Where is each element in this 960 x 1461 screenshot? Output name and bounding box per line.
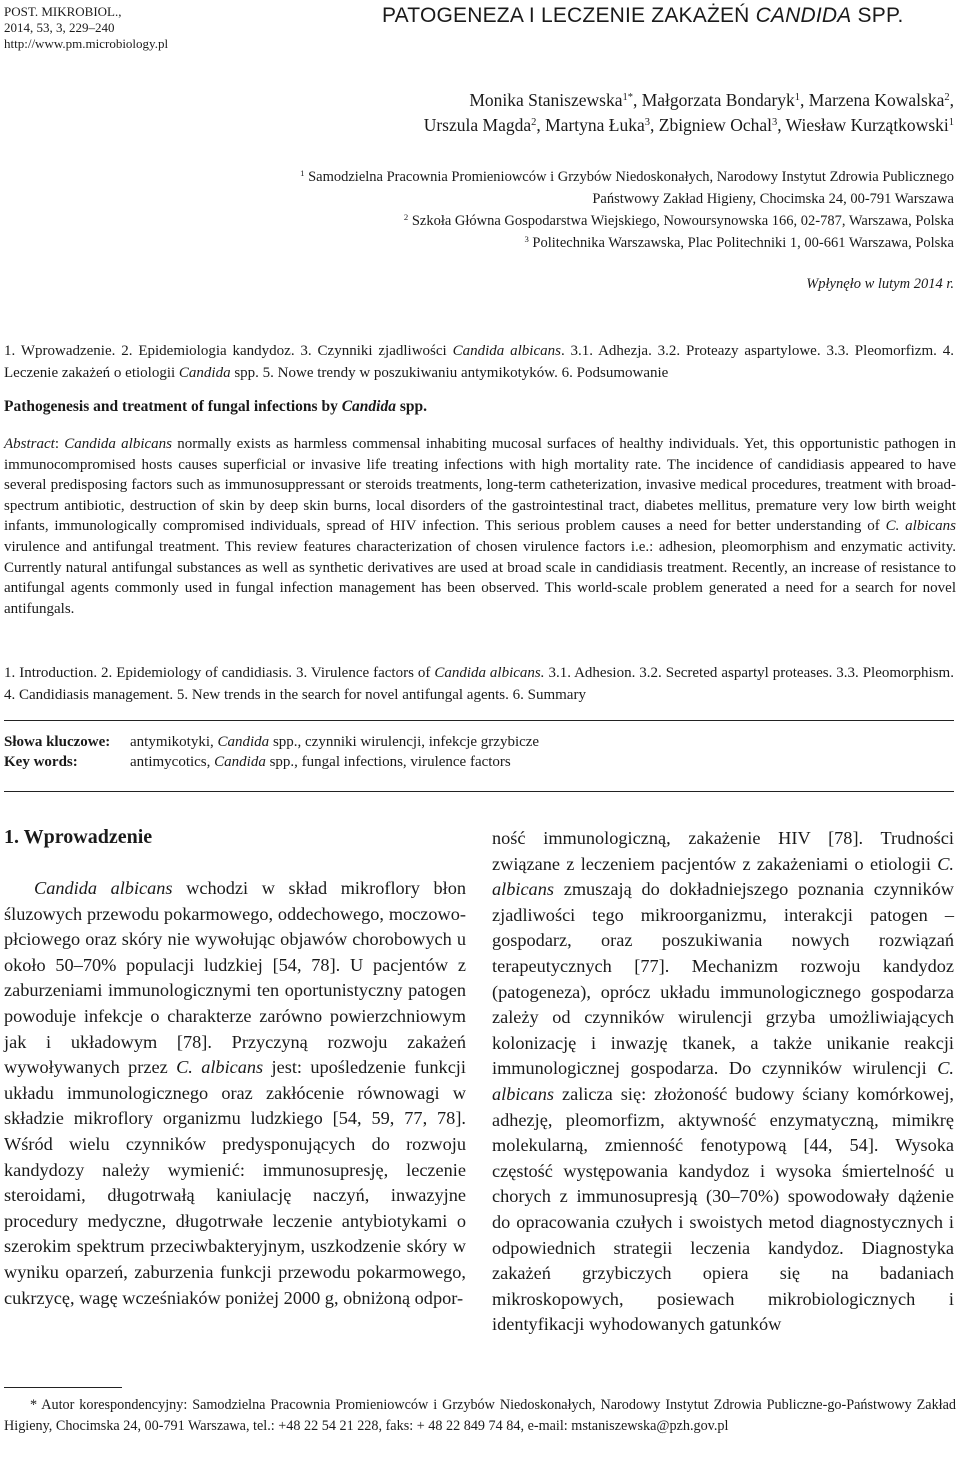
- author-line-1: [200, 88, 954, 113]
- title-main: PATOGENEZA I LECZENIE ZAKAŻEŃ: [382, 4, 756, 27]
- body-text: wchodzi w skład mikroflory błon śluzowych przewodu pokarmowego, oddechowego, moczowo-płciowego oraz skóry nie wywołując objawów chorobowych u około 50–70% populacji ludzkiej [54, 78]. U pacjentów z zaburzeniami immunologicznymi ten oportunistyczny patogen powoduje infekcje o charakterze zarówno powierzchniowym jak i układowym [78]. Przyczyną rozwoju zakażeń wywoływanych przez: [4, 878, 467, 1078]
- title-tail: SPP.: [851, 4, 904, 27]
- affiliation-1b: Państwowy Zakład Higieny, Chocimska 24, 00-791 Warszawa: [592, 191, 954, 207]
- author-sup: 3: [644, 117, 650, 129]
- contents-italic: Candida albicans.: [434, 665, 545, 681]
- affil-sup: 1: [300, 168, 305, 179]
- abstract-text: virulence and antifungal treatment. This review features characterization of chosen virulence factors i.e.: adhesion, pleomorphism and enzymatic activity. Currently natural antifungal substances as well as synthetic derivatives are used at broad scale in candidiasis treatment. Recently, an increase of resistance to antifungal agents commonly used in fungal infection management has been observed. This world-scale problem generated a need for a search for novel antifungals.: [4, 538, 956, 617]
- keywords-value: [130, 752, 511, 772]
- journal-info: [4, 4, 168, 52]
- kw-text: antimycotics,: [130, 754, 215, 770]
- keywords: [4, 732, 539, 772]
- en-title-tail: spp.: [395, 398, 427, 415]
- author-name: , Małgorzata Bondaryk: [632, 90, 795, 110]
- author-name: , Marzena Kowalska: [800, 90, 945, 110]
- title-italic: CANDIDA: [755, 4, 852, 27]
- author-sup: 2: [944, 92, 950, 104]
- divider: [4, 791, 954, 792]
- kw-text: spp., fungal infections, virulence factors: [265, 754, 511, 770]
- abstract-text: normally exists as harmless commensal inhabiting mucosal surfaces of healthy individuals. Yet, this opportunistic pathogen in immunocompromised hosts causes superficial or invasive life treating infections with high mortality rate. The incidence of candidiasis appeared to have several predisposing factors such as immunosuppressant or steroids treatments, long-term catheterization, invasive medical procedures, treatment with broad-spectrum antibiotic, destruction of skin by deep skin burns, local disorders of the gastrointestinal tract, diabetes mellitus, premature very low birth weight infants, immunologically compromised individuals, spread of HIV infection. This serious problem causes a need for better understanding of: [4, 436, 956, 535]
- contents-text: . 3.1. Adhezja. 3.2. Proteazy aspartylowe. 3.3. Pleomorfizm. 4. Leczenie zakażeń o etiologii: [4, 343, 954, 381]
- body-text: ność immunologiczną, zakażenie HIV [78]. Trudności związane z leczeniem pacjentów z zakażeniami o etiologii: [492, 828, 954, 874]
- keywords-label: Słowa kluczowe:: [4, 734, 111, 750]
- body-italic: Candida albicans: [34, 878, 173, 898]
- author-line-2: [200, 113, 954, 138]
- body-column-right: [492, 826, 954, 1338]
- body-column-left: [4, 876, 466, 1311]
- author-sup: 3: [771, 117, 778, 129]
- kw-italic: Candida: [214, 754, 266, 770]
- affiliation-2: [160, 210, 954, 232]
- keywords-value: [130, 732, 539, 752]
- contents-text: 3.1. Adhesion. 3.2. Secreted aspartyl proteases. 3.3. Pleomorphism. 4. Candidiasis management. 5. New trends in the search for novel antifungal agents. 6. Summary: [4, 665, 954, 703]
- affiliation-3: [160, 232, 954, 254]
- abstract-colon: :: [54, 436, 65, 452]
- author-name: , Wiesław Kurzątkowski: [777, 115, 949, 135]
- english-title: [4, 398, 427, 416]
- kw-italic: Candida: [217, 734, 270, 750]
- keywords-pl: [4, 732, 539, 752]
- abstract-italic: C. albicans: [885, 518, 956, 535]
- footnote: [4, 1395, 956, 1436]
- author-sup: 2: [531, 117, 537, 129]
- abstract-italic: Candida albicans: [64, 436, 172, 452]
- footnote-text: Autor korespondencyjny: Samodzielna Pracownia Promieniowców i Grzybów Niedoskonałych, Narodowy Instytut Zdrowia Publiczne-go-Państwowy Zakład Higieny, Chocimska 24, 00-791 Warszawa, tel.: +48 22 54 21 228, faks: + 48 22 849 74 84, e-mail: mstaniszewska@pzh.gov.pl: [4, 1397, 956, 1434]
- divider: [4, 720, 954, 721]
- keywords-en: [4, 752, 539, 772]
- author-sep: ,: [949, 90, 954, 110]
- author-list: [200, 88, 954, 138]
- body-italic: C. albicans: [492, 853, 954, 900]
- contents-text: 1. Wprowadzenie. 2. Epidemiologia kandydoz. 3. Czynniki zjadliwości: [4, 343, 453, 359]
- received-date: Wpłynęło w lutym 2014 r.: [806, 276, 954, 292]
- author-sup: 1: [948, 117, 954, 129]
- footnote-marker: *: [30, 1397, 38, 1413]
- abstract: [4, 434, 956, 619]
- affil-text: Szkoła Główna Gospodarstwa Wiejskiego, Nowoursynowska 166, 02-787, Warszawa, Polska: [408, 213, 954, 229]
- contents-text: 1. Introduction. 2. Epidemiology of candidiasis. 3. Virulence factors of: [4, 665, 435, 681]
- author-name: Monika Staniszewska: [469, 90, 623, 110]
- affil-text: Politechnika Warszawska, Plac Politechniki 1, 00-661 Warszawa, Polska: [528, 235, 954, 251]
- affil-text: Samodzielna Pracownia Promieniowców i Grzybów Niedoskonałych, Narodowy Instytut Zdrowia Publicznego: [304, 169, 954, 185]
- kw-text: antymikotyki,: [130, 734, 218, 750]
- en-title-main: Pathogenesis and treatment of fungal infections by: [4, 398, 342, 415]
- affiliation-1: [160, 166, 954, 188]
- contents-italic: Candida albicans: [452, 343, 561, 359]
- body-italic: C. albicans: [176, 1057, 264, 1078]
- body-text: zalicza się: złożoność budowy ściany komórkowej, adhezję, pleomorfizm, aktywność enzymatyczną, mimikrę molekularną, zmienność fenotypową [44, 54]. Wysoka częstość występowania kandydoz i wysoka śmiertelność u chorych z immunosupresją (30–70%) spowodowały dążenie do opracowania czułych i swoistych metod diagnostycznych i odpowiednich strategii leczenia kandydoz. Diagnostyka zakażeń grzybiczych opiera się na badaniach mikroskopowych, posiewach mikrobiologicznych i identyfikacji wyhodowanych gatunków: [492, 1083, 954, 1335]
- author-sup: 1*: [622, 92, 633, 104]
- article-title: [382, 4, 904, 28]
- contents-en: [4, 662, 954, 706]
- en-title-italic: Candida: [341, 398, 396, 415]
- section-heading: 1. Wprowadzenie: [4, 826, 153, 848]
- affiliations: [160, 166, 954, 254]
- contents-pl: [4, 340, 954, 384]
- abstract-label: Abstract: [4, 436, 55, 452]
- affil-sup: 3: [524, 234, 529, 245]
- kw-text: spp., czynniki wirulencji, infekcje grzybicze: [269, 734, 540, 750]
- footnote-divider: [4, 1387, 122, 1388]
- body-text: jest: upośledzenie funkcji układu immunologicznego oraz zakłócenie równowagi w składzie mikroflory organizmu ludzkiego [54, 59, 77, 78]. Wśród wielu czynników predysponujących do rozwoju kandydozy należy wymienić: immunosupresję, leczenie steroidami, długotrwałą kaniulację naczyń, inwazyjne procedury medyczne, długotrwałe leczenie antybiotykami o szerokim spektrum przeciwbakteryjnym, uszkodzenie skóry w wyniku oparzeń, zaburzenia funkcji przewodu pokarmowego, cukrzycę, wagę wcześniaków poniżej 2000 g, obniżoną odpor-: [4, 1057, 466, 1308]
- contents-text: spp. 5. Nowe trendy w poszukiwaniu antymikotyków. 6. Podsumowanie: [230, 365, 669, 381]
- journal-name: POST. MIKROBIOL.,: [4, 4, 122, 19]
- author-sup: 1: [794, 92, 801, 104]
- journal-volume: 2014, 53, 3, 229–240: [4, 20, 115, 35]
- author-name: , Martyna Łuka: [536, 115, 645, 135]
- body-italic: C. albicans: [492, 1058, 954, 1104]
- keywords-label: Key words:: [4, 754, 78, 770]
- body-text: zmuszają do dokładniejszego poznania czynników zjadliwości tego mikroorganizmu, interakcji patogen – gospodarz, oraz poszukiwania nowych rozwiązań terapeutycznych [77]. Mechanizm rozwoju kandydoz (patogeneza), oprócz układu immunologicznego gospodarza zależy od czynników wirulencji grzyba umożliwiających kolonizację i inwazję tkanek, a także unikanie reakcji immunologicznej gospodarza. Do czynników wirulencji: [492, 879, 954, 1079]
- contents-italic: Candida: [178, 365, 231, 381]
- author-name: Urszula Magda: [423, 115, 532, 135]
- author-name: , Zbigniew Ochal: [650, 115, 772, 135]
- affil-sup: 2: [403, 212, 409, 223]
- journal-url[interactable]: http://www.pm.microbiology.pl: [4, 36, 169, 51]
